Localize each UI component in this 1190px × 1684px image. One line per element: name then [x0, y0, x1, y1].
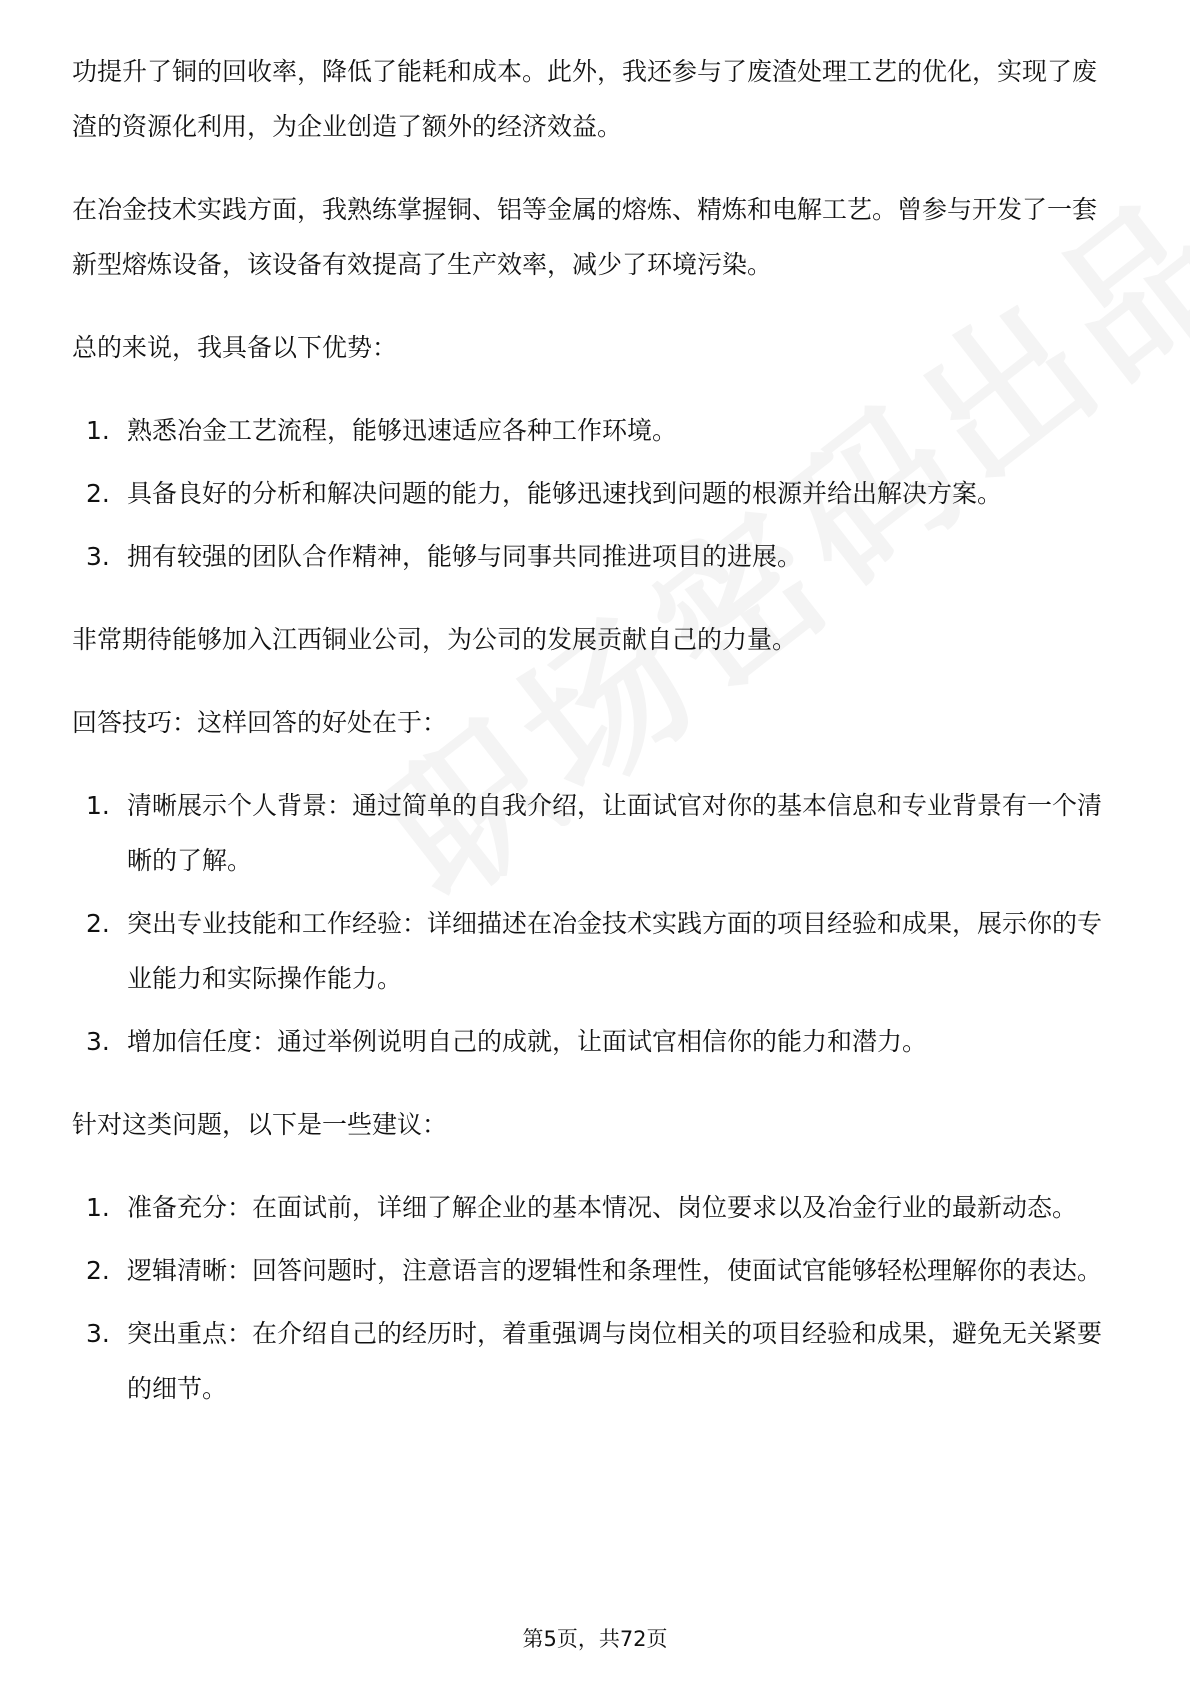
list-item-text: 增加信任度：通过举例说明自己的成就，让面试官相信你的能力和潜力。 [127, 1027, 928, 1056]
list-item-text: 清晰展示个人背景：通过简单的自我介绍，让面试官对你的基本信息和专业背景有一个清晰的了解。 [127, 791, 1103, 875]
paragraph-suggestions-heading: 针对这类问题，以下是一些建议： [72, 1110, 448, 1139]
paragraph-tips-heading: 回答技巧：这样回答的好处在于： [72, 708, 448, 737]
list-item [72, 466, 1118, 521]
list-item-text: 具备良好的分析和解决问题的能力，能够迅速找到问题的根源并给出解决方案。 [127, 479, 1003, 508]
list-number: 2. [86, 909, 110, 938]
list-item-text: 突出专业技能和工作经验：详细描述在冶金技术实践方面的项目经验和成果，展示你的专业能力和实际操作能力。 [127, 909, 1103, 993]
list-item [72, 778, 1118, 888]
list-number: 3. [86, 542, 110, 571]
list-item-text: 突出重点：在介绍自己的经历时，着重强调与岗位相关的项目经验和成果，避免无关紧要的细节。 [127, 1319, 1103, 1403]
list-number: 2. [86, 1256, 110, 1285]
list-item-text: 熟悉冶金工艺流程，能够迅速适应各种工作环境。 [127, 416, 678, 445]
list-number: 1. [86, 416, 110, 445]
paragraph-advantages-intro: 总的来说，我具备以下优势： [72, 333, 398, 362]
list-item [72, 1014, 1118, 1069]
paragraph-recovery: 功提升了铜的回收率，降低了能耗和成本。此外，我还参与了废渣处理工艺的优化，实现了废渣的资源化利用，为企业创造了额外的经济效益。 [72, 57, 1098, 141]
page-footer: 第5页，共72页 [522, 1627, 668, 1651]
list-number: 1. [86, 791, 110, 820]
list-number: 3. [86, 1027, 110, 1056]
list-item-text: 准备充分：在面试前，详细了解企业的基本情况、岗位要求以及冶金行业的最新动态。 [127, 1193, 1078, 1222]
page-content [72, 44, 1118, 1444]
advantages-list [72, 403, 1118, 584]
list-number: 3. [86, 1319, 110, 1348]
benefits-list [72, 778, 1118, 1069]
list-item [72, 1243, 1118, 1298]
list-item [72, 529, 1118, 584]
list-number: 1. [86, 1193, 110, 1222]
list-item-text: 逻辑清晰：回答问题时，注意语言的逻辑性和条理性，使面试官能够轻松理解你的表达。 [127, 1256, 1103, 1285]
paragraph-practice: 在冶金技术实践方面，我熟练掌握铜、铝等金属的熔炼、精炼和电解工艺。曾参与开发了一套新型熔炼设备，该设备有效提高了生产效率，减少了环境污染。 [72, 195, 1098, 279]
list-item [72, 403, 1118, 458]
list-item-text: 拥有较强的团队合作精神，能够与同事共同推进项目的进展。 [127, 542, 803, 571]
list-item [72, 1180, 1118, 1235]
list-number: 2. [86, 479, 110, 508]
list-item [72, 896, 1118, 1006]
list-item [72, 1306, 1118, 1416]
suggestions-list [72, 1180, 1118, 1416]
paragraph-closing: 非常期待能够加入江西铜业公司，为公司的发展贡献自己的力量。 [72, 625, 798, 654]
